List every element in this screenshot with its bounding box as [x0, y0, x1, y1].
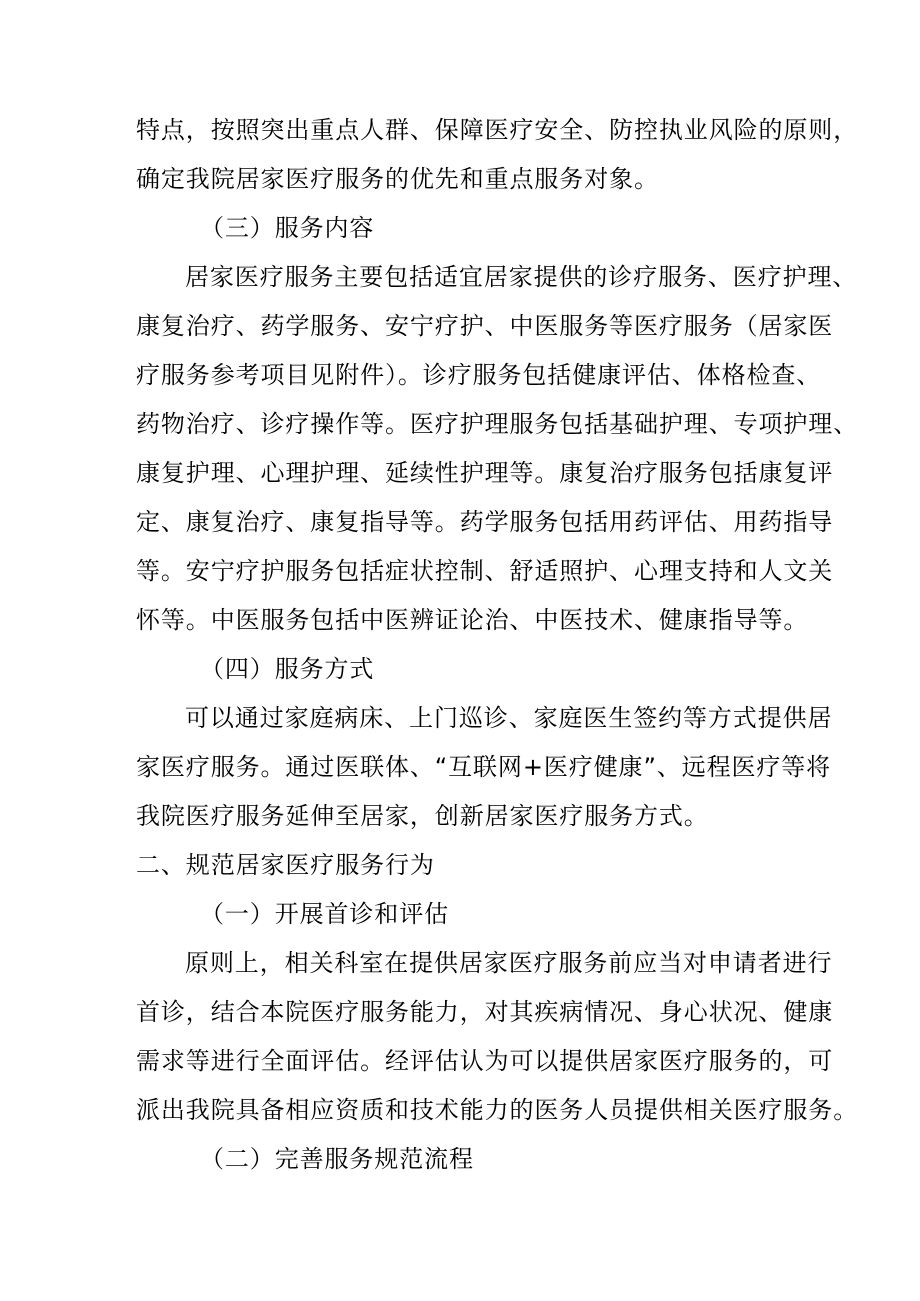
- text-line: 疗服务参考项目见附件）。诊疗服务包括健康评估、体格检查、: [136, 361, 822, 389]
- text-line: 康复治疗、药学服务、安宁疗护、中医服务等医疗服务（居家医: [136, 312, 834, 340]
- text-line: 需求等进行全面评估。经评估认为可以提供居家医疗服务的，可: [136, 1047, 834, 1075]
- text-line: 家医疗服务。通过医联体、“互联网+医疗健康”、远程医疗等将: [136, 753, 832, 781]
- text-line: 药物治疗、诊疗操作等。医疗护理服务包括基础护理、专项护理、: [136, 410, 859, 438]
- section-heading: （三）服务内容: [200, 214, 375, 242]
- chapter-heading: 二、规范居家医疗服务行为: [136, 851, 435, 879]
- text-line: 康复护理、心理护理、延续性护理等。康复治疗服务包括康复评: [136, 459, 834, 487]
- text-line: 我院医疗服务延伸至居家，创新居家医疗服务方式。: [136, 802, 709, 830]
- text-line: 可以通过家庭病床、上门巡诊、家庭医生签约等方式提供居: [185, 704, 833, 732]
- text-line: 怀等。中医服务包括中医辨证论治、中医技术、健康指导等。: [136, 606, 809, 634]
- section-heading: （一）开展首诊和评估: [200, 900, 449, 928]
- text-line: 定、康复治疗、康复指导等。药学服务包括用药评估、用药指导: [136, 508, 834, 536]
- section-heading: （二）完善服务规范流程: [200, 1145, 474, 1173]
- text-line: 居家医疗服务主要包括适宜居家提供的诊疗服务、医疗护理、: [185, 263, 858, 291]
- text-line: 特点，按照突出重点人群、保障医疗安全、防控执业风险的原则，: [136, 116, 859, 144]
- text-line: 原则上，相关科室在提供居家医疗服务前应当对申请者进行: [185, 949, 833, 977]
- text-line: 派出我院具备相应资质和技术能力的医务人员提供相关医疗服务。: [136, 1096, 859, 1124]
- text-line: 确定我院居家医疗服务的优先和重点服务对象。: [136, 165, 659, 193]
- text-line: 等。安宁疗护服务包括症状控制、舒适照护、心理支持和人文关: [136, 557, 834, 585]
- text-line: 首诊，结合本院医疗服务能力，对其疾病情况、身心状况、健康: [136, 998, 834, 1026]
- section-heading: （四）服务方式: [200, 655, 375, 683]
